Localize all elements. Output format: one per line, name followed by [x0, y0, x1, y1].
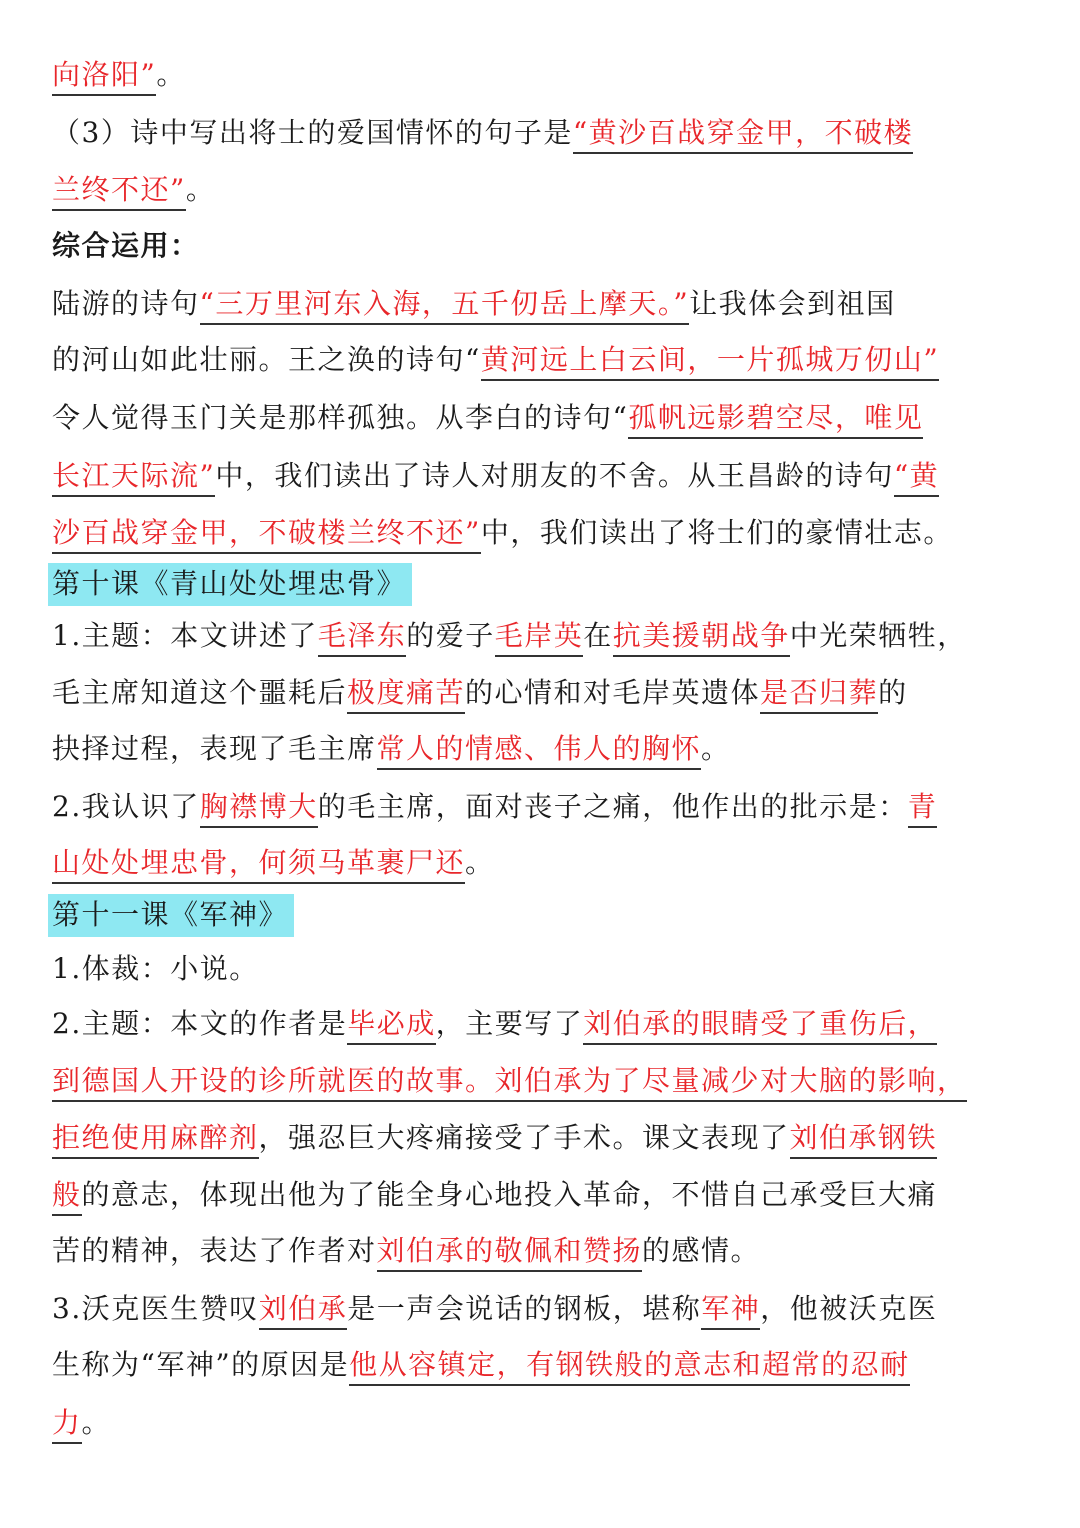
text-line [52, 949, 1030, 989]
body-text: 2.我认识了 [52, 790, 200, 823]
answer-blank: 他从容镇定，有钢铁般的意志和超常的忍耐 [349, 1348, 910, 1386]
text-line [52, 616, 1030, 656]
text-line [52, 513, 1030, 553]
text-line [52, 170, 1030, 210]
body-text: 中，我们读出了诗人对朋友的不舍。从王昌龄的诗句 [215, 459, 894, 492]
answer-blank: “黄沙百战穿金甲，不破楼 [573, 116, 913, 154]
body-text: 毛主席知道这个噩耗后 [52, 676, 348, 709]
text-line [52, 1175, 1030, 1215]
answer-blank: 毛泽东 [318, 619, 407, 657]
answer-blank: 长江天际流” [52, 459, 215, 497]
answer-blank: “黄 [894, 459, 939, 497]
body-text: 令人觉得玉门关是那样孤独。从李白的诗句“ [52, 401, 629, 434]
body-text: ，主要写了 [435, 1007, 584, 1040]
answer-blank: 抗美援朝战争 [613, 619, 790, 657]
body-text: 的意志，体现出他为了能全身心地投入革命，不惜自己承受巨大痛 [81, 1178, 938, 1211]
answer-blank: 兰终不还” [52, 173, 186, 211]
text-line [52, 340, 1030, 380]
body-text: 。 [701, 732, 731, 765]
text-line [52, 284, 1030, 324]
text-line [52, 1118, 1030, 1158]
text-line [52, 226, 1030, 266]
body-text: ，强忍巨大疼痛接受了手术。课文表现了 [258, 1121, 790, 1154]
answer-blank: “三万里河东入海，五千仞岳上摩天。” [200, 287, 690, 325]
answer-blank: 毕必成 [347, 1007, 436, 1045]
answer-blank: 向洛阳” [52, 58, 156, 96]
answer-blank: 毛岸英 [495, 619, 584, 657]
text-line [52, 787, 1030, 827]
body-text: 1.主题：本文讲述了 [52, 619, 318, 652]
body-text: 1.体裁：小说。 [52, 952, 259, 985]
body-text: 生称为“军神”的原因是 [52, 1348, 350, 1381]
body-text: 抉择过程，表现了毛主席 [52, 732, 377, 765]
answer-blank: 刘伯承 [259, 1292, 348, 1330]
answer-blank: 拒绝使用麻醉剂 [52, 1121, 259, 1159]
body-text: 的心情和对毛岸英遗体 [465, 676, 761, 709]
answer-blank: 刘伯承钢铁 [790, 1121, 938, 1159]
body-text: 的毛主席，面对丧子之痛，他作出的批示是： [317, 790, 908, 823]
text-line [52, 1231, 1030, 1271]
body-text: （3）诗中写出将士的爱国情怀的句子是 [52, 116, 573, 149]
body-text: 在 [583, 619, 613, 652]
answer-blank: 是否归葬 [760, 676, 878, 714]
answer-blank: 军神 [701, 1292, 760, 1330]
body-text: 的爱子 [406, 619, 495, 652]
body-text: 让我体会到祖国 [689, 287, 896, 320]
body-text: 的 [878, 676, 908, 709]
body-text: 苦的精神，表达了作者对 [52, 1234, 377, 1267]
body-text: 是一声会说话的钢板，堪称 [347, 1292, 702, 1325]
text-line [52, 895, 1030, 935]
answer-blank: 力 [52, 1406, 82, 1444]
text-line [52, 564, 1030, 604]
text-line [52, 398, 1030, 438]
answer-blank: 刘伯承的眼睛受了重伤后， [583, 1007, 937, 1045]
answer-blank: 青 [908, 790, 938, 828]
body-text: 2.主题：本文的作者是 [52, 1007, 348, 1040]
text-line [52, 729, 1030, 769]
answer-blank: 山处处埋忠骨，何须马革裹尸还 [52, 846, 465, 884]
body-text: 。 [185, 173, 216, 206]
body-text: 。 [465, 846, 495, 879]
body-text: 的河山如此壮丽。王之涣的诗句“ [52, 343, 481, 376]
text-line [52, 456, 1030, 496]
text-line [52, 1345, 1030, 1385]
section-heading: 综合运用： [52, 229, 200, 262]
answer-blank: 孤帆远影碧空尽，唯见 [628, 401, 923, 439]
body-text: 中，我们读出了将士们的豪情壮志。 [480, 516, 953, 549]
text-line [52, 113, 1030, 153]
text-line [52, 1061, 1030, 1101]
answer-blank: 极度痛苦 [347, 676, 465, 714]
body-text: 陆游的诗句 [52, 287, 200, 320]
answer-blank: 常人的情感、伟人的胸怀 [377, 732, 702, 770]
text-line [52, 1403, 1030, 1443]
text-line [52, 673, 1030, 713]
answer-blank: 胸襟博大 [200, 790, 318, 828]
body-text: ，他被沃克医 [760, 1292, 938, 1325]
body-text: 。 [81, 1406, 112, 1439]
body-text: 3.沃克医生赞叹 [52, 1292, 259, 1325]
body-text: 的感情。 [642, 1234, 761, 1267]
answer-blank: 到德国人开设的诊所就医的故事。刘伯承为了尽量减少对大脑的影响， [52, 1064, 967, 1102]
text-line [52, 843, 1030, 883]
body-text: 。 [156, 58, 186, 91]
text-line [52, 1289, 1030, 1329]
lesson-heading: 第十课《青山处处埋忠骨》 [48, 563, 412, 606]
answer-blank: 沙百战穿金甲，不破楼兰终不还” [52, 516, 481, 554]
lesson-heading: 第十一课《军神》 [48, 894, 294, 937]
text-line [52, 55, 1030, 95]
answer-blank: 般 [52, 1178, 82, 1216]
text-line [52, 1004, 1030, 1044]
body-text: 中光荣牺牲， [789, 619, 967, 652]
answer-blank: 黄河远上白云间，一片孤城万仞山” [481, 343, 939, 381]
answer-blank: 刘伯承的敬佩和赞扬 [377, 1234, 643, 1272]
